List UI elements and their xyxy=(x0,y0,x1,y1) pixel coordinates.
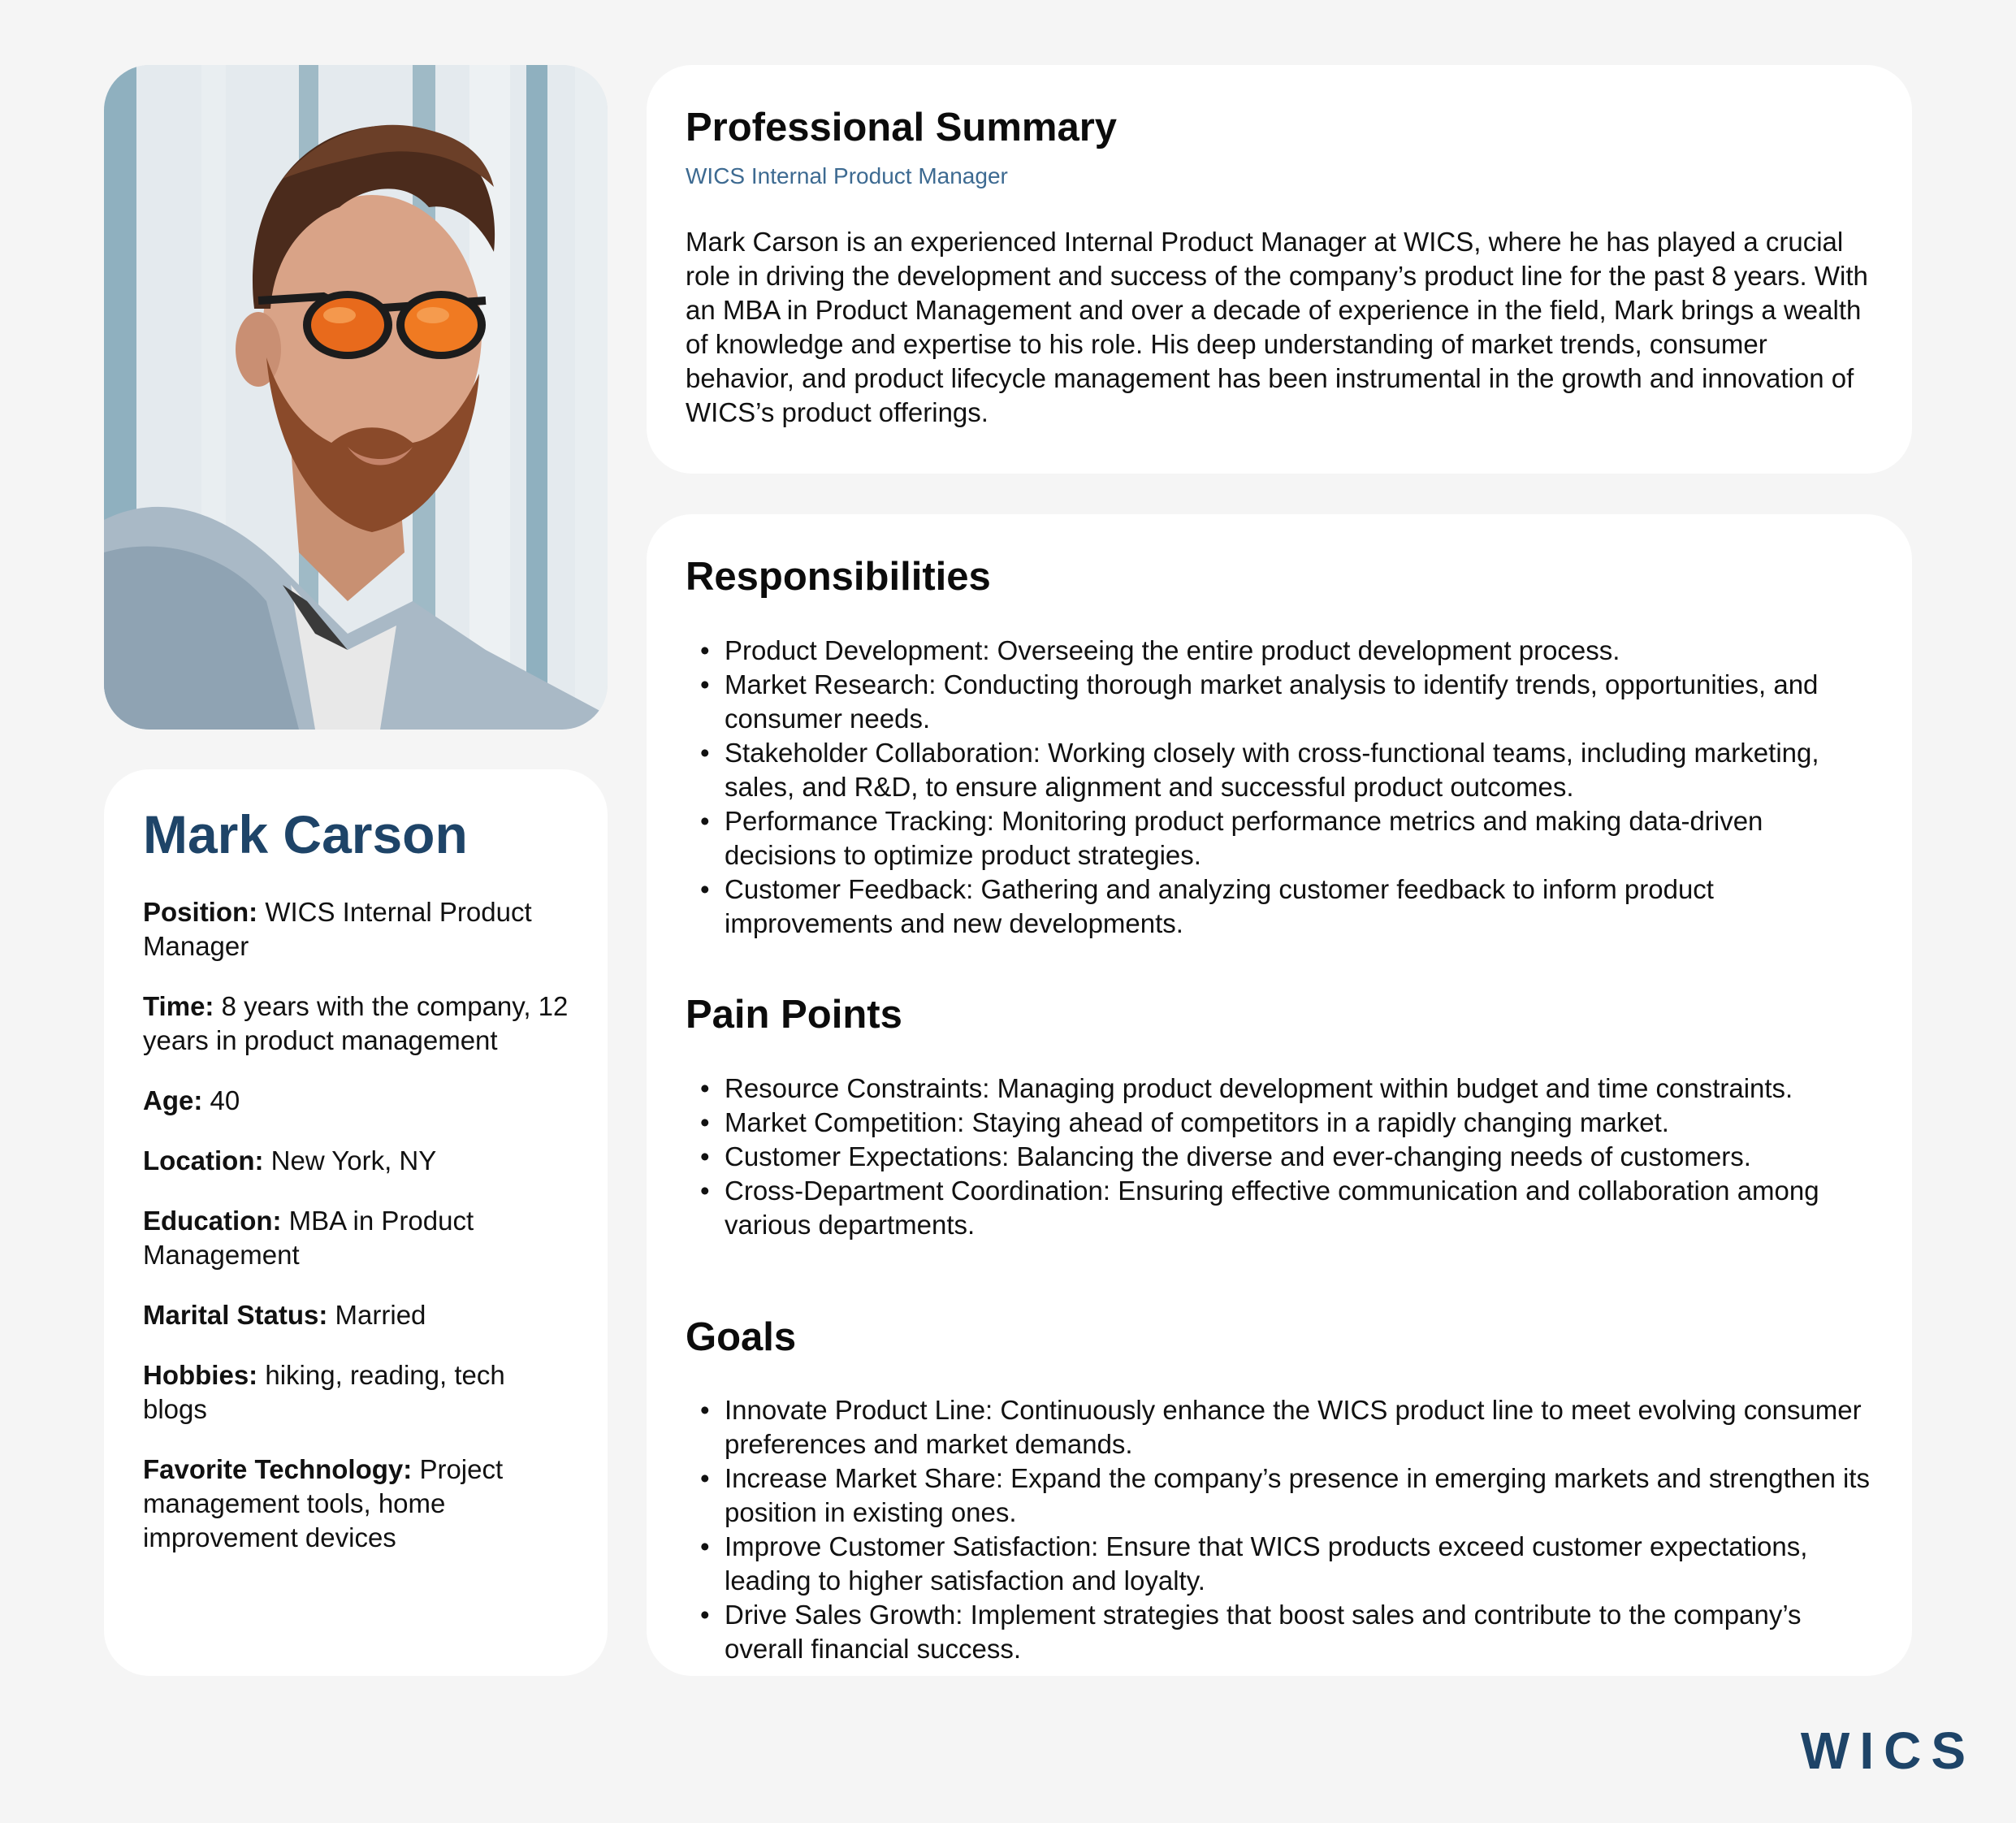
list-item: • Product Development: Overseeing the entire product development process. xyxy=(725,634,1873,668)
info-label: Time: xyxy=(143,990,214,1021)
list-item: • Market Competition: Staying ahead of competitors in a rapidly changing market. xyxy=(725,1106,1873,1140)
info-age xyxy=(143,1084,569,1118)
profile-card xyxy=(104,769,608,1676)
portrait-illustration xyxy=(104,65,608,730)
pain-points-title: Pain Points xyxy=(686,992,902,1037)
list-item: • Innovate Product Line: Continuously enhance the WICS product line to meet evolving consumer preferences and market demands. xyxy=(725,1393,1873,1461)
info-label: Education: xyxy=(143,1205,282,1236)
info-label: Position: xyxy=(143,896,258,927)
info-label: Location: xyxy=(143,1145,264,1176)
list-item: • Resource Constraints: Managing product development within budget and time constraints. xyxy=(725,1072,1873,1106)
info-hobbies xyxy=(143,1358,569,1427)
list-item: • Drive Sales Growth: Implement strategies that boost sales and contribute to the company’s overall financial success. xyxy=(725,1598,1873,1666)
info-label: Favorite Technology: xyxy=(143,1453,413,1484)
list-item: • Customer Expectations: Balancing the diverse and ever-changing needs of customers. xyxy=(725,1140,1873,1174)
details-card xyxy=(647,514,1912,1676)
info-position xyxy=(143,895,569,963)
info-location xyxy=(143,1144,569,1178)
list-item: • Stakeholder Collaboration: Working closely with cross-functional teams, including marketing, sales, and R&D, to ensure alignment and successful product outcomes. xyxy=(725,736,1873,804)
info-value: 40 xyxy=(210,1085,240,1115)
profile-photo xyxy=(104,65,608,730)
summary-card xyxy=(647,65,1912,474)
list-item: • Improve Customer Satisfaction: Ensure that WICS products exceed customer expectations, leading to higher satisfaction and loyalty. xyxy=(725,1530,1873,1598)
list-item: • Customer Feedback: Gathering and analyzing customer feedback to inform product improvements and new developments. xyxy=(725,873,1873,941)
info-value: hiking, reading, tech blogs xyxy=(143,1359,505,1424)
info-time xyxy=(143,989,569,1058)
info-label: Age: xyxy=(143,1085,203,1115)
pain-points-list xyxy=(686,1072,1873,1242)
list-item: • Cross-Department Coordination: Ensuring effective communication and collaboration among various departments. xyxy=(725,1174,1873,1242)
info-value: Married xyxy=(335,1299,426,1330)
goals-title: Goals xyxy=(686,1314,797,1359)
info-value: WICS Internal Product Manager xyxy=(143,896,532,961)
list-item: • Increase Market Share: Expand the company’s presence in emerging markets and strengthen its position in existing ones. xyxy=(725,1461,1873,1530)
wics-logo: WICS xyxy=(1800,1721,1975,1780)
summary-text: Mark Carson is an experienced Internal Product Manager at WICS, where he has played a crucial role in driving the development and success of the company’s product line for the past 8 years. With an MBA in Product Management and over a decade of experience in the field, Mark brings a wealth of knowledge and expertise to his role. His deep understanding of market trends, consumer behavior, and product lifecycle management has been instrumental in the growth and innovation of WICS’s product offerings. xyxy=(686,226,1868,427)
responsibilities-list xyxy=(686,634,1873,941)
info-label: Marital Status: xyxy=(143,1299,328,1330)
info-value: Project management tools, home improvement devices xyxy=(143,1453,504,1552)
summary-title: Professional Summary xyxy=(686,106,1118,149)
info-value: New York, NY xyxy=(270,1145,437,1176)
summary-subtitle: WICS Internal Product Manager xyxy=(686,162,1008,188)
info-favorite-technology xyxy=(143,1453,569,1555)
info-education xyxy=(143,1204,569,1272)
info-value: MBA in Product Management xyxy=(143,1205,474,1270)
list-item: • Performance Tracking: Monitoring product performance metrics and making data-driven decisions to optimize product strategies. xyxy=(725,804,1873,873)
info-marital-status xyxy=(143,1298,569,1332)
info-value: 8 years with the company, 12 years in product management xyxy=(143,990,569,1055)
responsibilities-title: Responsibilities xyxy=(686,555,991,599)
list-item: • Market Research: Conducting thorough market analysis to identify trends, opportunities, and consumer needs. xyxy=(725,668,1873,736)
info-label: Hobbies: xyxy=(143,1359,258,1390)
person-name: Mark Carson xyxy=(143,804,468,864)
goals-list xyxy=(686,1393,1873,1666)
